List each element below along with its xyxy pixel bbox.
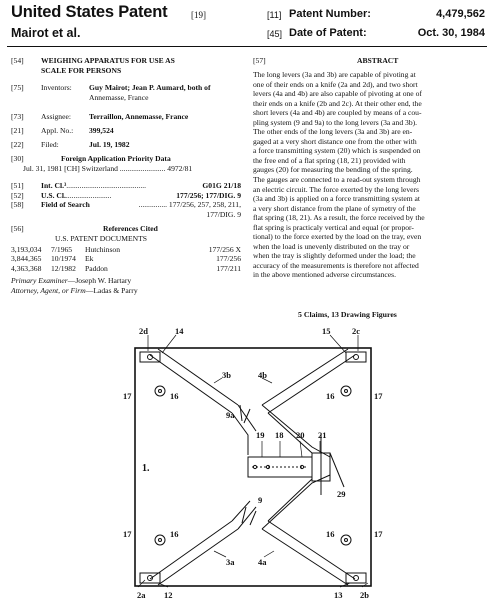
reference-class: 177/211 <box>216 263 241 273</box>
examiner-name: —Joseph W. Hartary <box>67 276 132 286</box>
inventors-value: Guy Mairot; Jean P. Aumard, both of <box>89 83 211 92</box>
claims-summary: 5 Claims, 13 Drawing Figures <box>298 310 397 319</box>
biblio-priority <box>11 154 192 173</box>
field-value: ............... 177/256, 257, 258, 211, <box>138 200 241 210</box>
patent-date: Oct. 30, 1984 <box>417 27 485 39</box>
label-2d: 2d <box>139 326 148 336</box>
biblio-appl <box>11 126 114 136</box>
abstract-line: when the tray is slightly deformed under the load; the <box>253 251 416 261</box>
abstract-line: (3a and 3b) is applied on a force transmitting system at <box>253 194 421 204</box>
label-3a: 3a <box>226 557 235 567</box>
reference-date: 10/1974 <box>51 254 76 264</box>
label-17-top-left: 17 <box>123 391 132 401</box>
abstract-body <box>253 70 485 280</box>
label-2b: 2b <box>360 590 369 600</box>
biblio-classes <box>11 181 241 219</box>
label-12: 12 <box>164 590 173 600</box>
reference-row <box>11 264 241 274</box>
label-15: 15 <box>322 326 331 336</box>
label-13: 13 <box>334 590 343 600</box>
abstract-line: tional) to the force exerted by the load on the tray, even <box>253 232 422 242</box>
inventors-short: Mairot et al. <box>11 26 81 40</box>
reference-date: 7/1965 <box>51 244 73 254</box>
attorney-name: —Ladas & Parry <box>85 285 138 295</box>
abstract-line: the free end of a flat spring (18, 21) provided with <box>253 155 406 165</box>
uscl-leader: ........................ <box>65 190 112 200</box>
reference-number: 4,363,368 <box>11 263 42 273</box>
label-14: 14 <box>175 326 184 336</box>
abstract-line: gauges (20) for measuring the bending of the spring. <box>253 165 413 175</box>
reference-number: 3,193,034 <box>11 244 42 254</box>
abstract-line: short levers (4a and 4b) are coupled by means of a cou- <box>253 108 422 118</box>
biblio-references <box>11 224 241 296</box>
label-2a: 2a <box>137 590 146 600</box>
abstract-line: a very short distance from the plane of symetry of the <box>253 203 416 213</box>
biblio-filed <box>11 140 130 150</box>
uscl-label: U.S. Cl. <box>41 190 66 200</box>
abstract-heading-row <box>253 56 485 66</box>
assignee-code: [73] <box>11 112 24 121</box>
priority-heading: Foreign Application Priority Data <box>61 154 171 163</box>
lever-4b <box>262 349 355 413</box>
biblio-title-line: WEIGHING APPARATUS FOR USE AS <box>41 56 175 65</box>
spring-screw <box>253 465 256 468</box>
biblio-assignee <box>11 112 188 122</box>
label-9: 9 <box>258 495 263 505</box>
label-16-bottom-right: 16 <box>326 529 335 539</box>
lever-3b <box>150 349 238 413</box>
label-4b: 4b <box>258 370 267 380</box>
abstract-line: in the above mentioned adverse circumstances. <box>253 270 396 280</box>
date-code: [45] <box>267 29 283 39</box>
label-9a: 9a <box>226 410 235 420</box>
inventors-code: [75] <box>11 83 24 92</box>
abstract-line: one of their ends on a knife (2a and 2d), and two short <box>253 79 418 89</box>
label-16-top-right: 16 <box>326 391 335 401</box>
inventors-label: Inventors: <box>41 83 72 92</box>
label-2c: 2c <box>352 326 361 336</box>
label-1: 1. <box>142 463 150 474</box>
abstract-code: [57] <box>253 56 266 65</box>
refs-code: [56] <box>11 224 24 233</box>
reference-list <box>11 245 241 274</box>
label-3b: 3b <box>222 370 231 380</box>
inventors-value: Annemasse, France <box>89 92 149 102</box>
intcl-value: G01G 21/18 <box>202 181 241 190</box>
reference-numerals <box>123 326 383 600</box>
reference-name: Ek <box>85 254 94 264</box>
abstract-line: flat spring (18, 21). As a result, the force received by the <box>253 213 425 223</box>
appl-code: [21] <box>11 126 24 135</box>
reference-number: 3,844,365 <box>11 254 42 264</box>
field-value: 177/DIG. 9 <box>206 209 241 219</box>
date-label: Date of Patent: <box>289 27 367 39</box>
abstract-line: a force transmitting system (20) which is suspended on <box>253 146 421 156</box>
label-19: 19 <box>256 430 265 440</box>
field-code: [58] <box>11 200 24 210</box>
lever-3a <box>150 521 238 585</box>
abstract-line: The long levers (3a and 3b) are capable of pivoting at <box>253 70 416 79</box>
reference-date: 12/1982 <box>51 263 76 273</box>
abstract-line: their ends on a knife (2b and 2c). At their other end, the <box>253 98 422 108</box>
lever-neck-upper <box>232 405 256 455</box>
label-29: 29 <box>337 489 346 499</box>
intcl-label: Int. Cl.³ <box>41 181 67 190</box>
biblio-inventors <box>11 83 211 102</box>
document-title: United States Patent <box>11 3 168 21</box>
assignee-value: Terraillon, Annemasse, France <box>89 112 189 121</box>
label-20: 20 <box>296 430 305 440</box>
abstract-line: accuracy of the measurements is therefore not affected <box>253 260 419 270</box>
patent-number-label: Patent Number: <box>289 8 371 20</box>
reference-name: Paddon <box>85 263 108 273</box>
biblio-title-code: [54] <box>11 56 24 65</box>
biblio-title <box>11 56 175 75</box>
lever-4a <box>262 521 355 585</box>
label-17-bottom-left: 17 <box>123 529 132 539</box>
intcl-code: [51] <box>11 181 24 190</box>
abstract-line: levers (4a and 4b) are also capable of pivoting at one of <box>253 89 422 99</box>
patent-drawing <box>0 325 492 600</box>
reference-class: 177/256 <box>216 254 241 264</box>
leader-29 <box>330 453 344 487</box>
abstract-line: flat spring is practicaly vertical and equal (or propor- <box>253 222 414 232</box>
abstract-line: The other ends of the long levers (3a and 3b) are en- <box>253 127 413 137</box>
appl-no: 399,524 <box>89 126 114 135</box>
reference-row <box>11 245 241 255</box>
abstract-line: when the load is unevenly distributed on the tray or <box>253 241 410 251</box>
reference-row <box>11 254 241 264</box>
field-label: Field of Search <box>41 200 90 210</box>
abstract-line: an electric circuit. The force exerted by the long levers <box>253 184 419 194</box>
refs-subheading: U.S. PATENT DOCUMENTS <box>55 233 147 243</box>
refs-heading: References Cited <box>103 224 158 233</box>
intcl-leader: .......................................... <box>66 181 147 190</box>
filed-date: Jul. 19, 1982 <box>89 140 130 149</box>
label-16-bottom-left: 16 <box>170 529 179 539</box>
filed-code: [22] <box>11 140 24 149</box>
abstract-line: The gauges are connected to a read-out system through <box>253 175 421 185</box>
abstract-heading: ABSTRACT <box>357 56 399 65</box>
biblio-title-line: SCALE FOR PERSONS <box>41 65 122 75</box>
lever-arm-right-lower <box>262 475 330 529</box>
assignee-label: Assignee: <box>41 112 71 121</box>
uscl-value: 177/256; 177/DIG. 9 <box>176 190 241 200</box>
uscl-code: [52] <box>11 190 24 200</box>
label-18: 18 <box>275 430 284 440</box>
label-17-top-right: 17 <box>374 391 383 401</box>
label-21: 21 <box>318 430 327 440</box>
label-4a: 4a <box>258 557 267 567</box>
abstract-line: gaged at a very short distance one from the other with <box>253 136 417 146</box>
appl-label: Appl. No.: <box>41 126 74 135</box>
examiner-label: Primary Examiner <box>11 276 68 286</box>
priority-line: Jul. 31, 1981 [CH] Switzerland ........................ 4972/81 <box>23 163 193 173</box>
priority-code: [30] <box>11 154 24 163</box>
reference-class: 177/256 X <box>208 244 241 254</box>
filed-label: Filed: <box>41 140 59 149</box>
attorney-label: Attorney, Agent, or Firm <box>11 285 86 295</box>
header-rule <box>7 46 487 47</box>
title-code: [19] <box>191 10 206 20</box>
patent-number: 4,479,562 <box>436 8 485 20</box>
label-17-bottom-right: 17 <box>374 529 383 539</box>
patent-number-code: [11] <box>267 10 282 20</box>
reference-name: Hutchinson <box>85 244 121 254</box>
label-16-top-left: 16 <box>170 391 179 401</box>
feet-16 <box>155 386 351 545</box>
abstract-line: pling system (9 and 9a) to the long levers (3a and 3b). <box>253 117 418 127</box>
